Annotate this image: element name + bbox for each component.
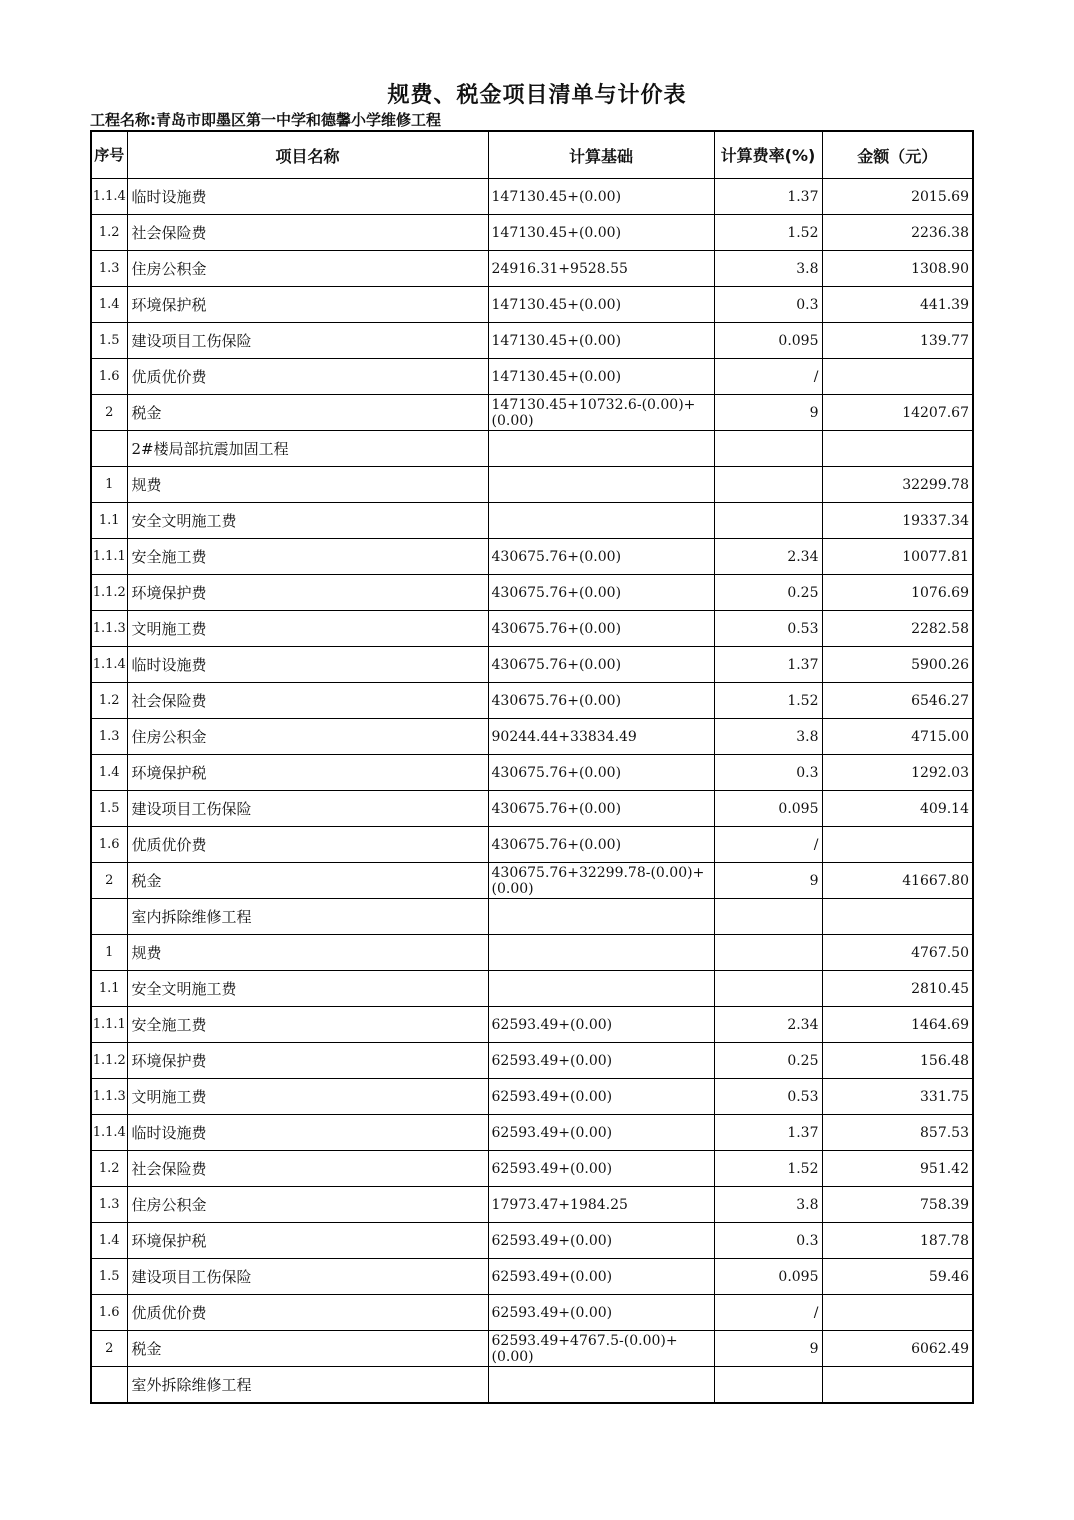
table-row bbox=[91, 287, 973, 323]
header-seq: 序号 bbox=[91, 131, 127, 179]
row-item-name: 社会保险费 bbox=[127, 215, 488, 251]
row-rate: 0.095 bbox=[714, 791, 822, 827]
row-seq: 1.1.4 bbox=[91, 179, 127, 215]
row-amount bbox=[822, 1367, 973, 1404]
row-rate: 9 bbox=[714, 395, 822, 431]
row-item-name: 临时设施费 bbox=[127, 1115, 488, 1151]
row-item-name: 社会保险费 bbox=[127, 1151, 488, 1187]
row-seq: 2 bbox=[91, 1331, 127, 1367]
row-item-name: 环境保护费 bbox=[127, 1043, 488, 1079]
row-rate: 0.53 bbox=[714, 611, 822, 647]
row-amount: 139.77 bbox=[822, 323, 973, 359]
row-seq: 1.6 bbox=[91, 827, 127, 863]
row-seq: 1.1.3 bbox=[91, 1079, 127, 1115]
row-rate: 3.8 bbox=[714, 719, 822, 755]
row-seq: 1.3 bbox=[91, 1187, 127, 1223]
row-seq: 1.1.2 bbox=[91, 575, 127, 611]
row-item-name: 税金 bbox=[127, 863, 488, 899]
row-seq: 1.1.1 bbox=[91, 1007, 127, 1043]
row-amount: 758.39 bbox=[822, 1187, 973, 1223]
row-amount: 32299.78 bbox=[822, 467, 973, 503]
row-seq: 1.1.2 bbox=[91, 1043, 127, 1079]
row-calc-base: 430675.76+(0.00) bbox=[488, 575, 714, 611]
table-row bbox=[91, 899, 973, 935]
row-item-name: 税金 bbox=[127, 1331, 488, 1367]
row-calc-base: 62593.49+(0.00) bbox=[488, 1259, 714, 1295]
row-calc-base: 430675.76+(0.00) bbox=[488, 683, 714, 719]
table-row bbox=[91, 1331, 973, 1367]
row-calc-base: 147130.45+(0.00) bbox=[488, 215, 714, 251]
row-seq: 1.3 bbox=[91, 719, 127, 755]
row-seq: 1.5 bbox=[91, 1259, 127, 1295]
row-rate: 0.095 bbox=[714, 1259, 822, 1295]
table-row bbox=[91, 683, 973, 719]
row-calc-base bbox=[488, 1367, 714, 1404]
row-item-name: 安全施工费 bbox=[127, 1007, 488, 1043]
row-calc-base: 430675.76+(0.00) bbox=[488, 827, 714, 863]
row-item-name: 安全文明施工费 bbox=[127, 503, 488, 539]
row-seq: 1.5 bbox=[91, 791, 127, 827]
row-item-name: 文明施工费 bbox=[127, 611, 488, 647]
table-row bbox=[91, 575, 973, 611]
row-amount bbox=[822, 359, 973, 395]
row-item-name: 建设项目工伤保险 bbox=[127, 1259, 488, 1295]
table-row bbox=[91, 1079, 973, 1115]
table-row bbox=[91, 1187, 973, 1223]
row-calc-base bbox=[488, 431, 714, 467]
row-item-name: 住房公积金 bbox=[127, 1187, 488, 1223]
row-calc-base bbox=[488, 935, 714, 971]
row-item-name: 规费 bbox=[127, 935, 488, 971]
row-amount: 1292.03 bbox=[822, 755, 973, 791]
project-name: 工程名称:青岛市即墨区第一中学和德馨小学维修工程 bbox=[90, 111, 442, 129]
row-rate: 3.8 bbox=[714, 251, 822, 287]
table-row bbox=[91, 1295, 973, 1331]
table-row bbox=[91, 827, 973, 863]
table-row bbox=[91, 791, 973, 827]
row-item-name: 室外拆除维修工程 bbox=[127, 1367, 488, 1404]
header-rate: 计算费率(%) bbox=[714, 131, 822, 179]
row-item-name: 临时设施费 bbox=[127, 647, 488, 683]
row-seq: 1.1.1 bbox=[91, 539, 127, 575]
table-row bbox=[91, 647, 973, 683]
row-seq: 1.1.4 bbox=[91, 1115, 127, 1151]
row-amount: 14207.67 bbox=[822, 395, 973, 431]
row-rate: 0.3 bbox=[714, 287, 822, 323]
row-calc-base: 430675.76+(0.00) bbox=[488, 539, 714, 575]
table-row bbox=[91, 251, 973, 287]
row-calc-base: 62593.49+(0.00) bbox=[488, 1151, 714, 1187]
row-seq: 1.3 bbox=[91, 251, 127, 287]
row-rate: 1.37 bbox=[714, 179, 822, 215]
row-rate: 2.34 bbox=[714, 1007, 822, 1043]
row-rate: 2.34 bbox=[714, 539, 822, 575]
row-rate: 1.52 bbox=[714, 215, 822, 251]
row-amount: 2015.69 bbox=[822, 179, 973, 215]
table-row bbox=[91, 1151, 973, 1187]
row-seq: 1.4 bbox=[91, 1223, 127, 1259]
row-amount: 6546.27 bbox=[822, 683, 973, 719]
row-amount: 6062.49 bbox=[822, 1331, 973, 1367]
row-rate bbox=[714, 971, 822, 1007]
row-amount: 59.46 bbox=[822, 1259, 973, 1295]
table-row bbox=[91, 755, 973, 791]
row-item-name: 住房公积金 bbox=[127, 719, 488, 755]
row-rate: 0.53 bbox=[714, 1079, 822, 1115]
row-seq: 2 bbox=[91, 863, 127, 899]
row-rate: 9 bbox=[714, 863, 822, 899]
table-row bbox=[91, 431, 973, 467]
row-rate: 9 bbox=[714, 1331, 822, 1367]
row-amount: 4767.50 bbox=[822, 935, 973, 971]
row-seq: 1.6 bbox=[91, 359, 127, 395]
fee-tax-table bbox=[90, 130, 974, 1404]
table-row bbox=[91, 323, 973, 359]
row-calc-base: 90244.44+33834.49 bbox=[488, 719, 714, 755]
row-amount bbox=[822, 899, 973, 935]
row-item-name: 环境保护税 bbox=[127, 1223, 488, 1259]
row-rate: / bbox=[714, 827, 822, 863]
row-amount: 1464.69 bbox=[822, 1007, 973, 1043]
row-rate: 0.095 bbox=[714, 323, 822, 359]
row-seq: 1.6 bbox=[91, 1295, 127, 1331]
row-seq: 1 bbox=[91, 467, 127, 503]
row-item-name: 优质优价费 bbox=[127, 827, 488, 863]
row-calc-base: 430675.76+(0.00) bbox=[488, 755, 714, 791]
row-item-name: 建设项目工伤保险 bbox=[127, 791, 488, 827]
row-calc-base: 147130.45+(0.00) bbox=[488, 323, 714, 359]
row-item-name: 2#楼局部抗震加固工程 bbox=[127, 431, 488, 467]
row-item-name: 安全文明施工费 bbox=[127, 971, 488, 1007]
row-rate: 0.3 bbox=[714, 1223, 822, 1259]
row-calc-base: 430675.76+32299.78-(0.00)+(0.00) bbox=[488, 863, 714, 899]
row-calc-base bbox=[488, 899, 714, 935]
row-calc-base bbox=[488, 467, 714, 503]
row-seq bbox=[91, 899, 127, 935]
row-calc-base: 147130.45+(0.00) bbox=[488, 359, 714, 395]
row-rate bbox=[714, 503, 822, 539]
row-calc-base bbox=[488, 971, 714, 1007]
table-row bbox=[91, 719, 973, 755]
row-item-name: 环境保护税 bbox=[127, 755, 488, 791]
row-seq: 1.2 bbox=[91, 1151, 127, 1187]
row-rate: 1.37 bbox=[714, 1115, 822, 1151]
row-seq: 1 bbox=[91, 935, 127, 971]
row-rate bbox=[714, 431, 822, 467]
row-calc-base: 147130.45+(0.00) bbox=[488, 179, 714, 215]
row-calc-base: 62593.49+(0.00) bbox=[488, 1007, 714, 1043]
table-header-row bbox=[91, 131, 973, 179]
row-amount: 41667.80 bbox=[822, 863, 973, 899]
row-amount: 2282.58 bbox=[822, 611, 973, 647]
row-amount: 19337.34 bbox=[822, 503, 973, 539]
row-seq: 1.4 bbox=[91, 287, 127, 323]
row-seq: 1.1.4 bbox=[91, 647, 127, 683]
row-amount: 4715.00 bbox=[822, 719, 973, 755]
table-row bbox=[91, 215, 973, 251]
row-item-name: 社会保险费 bbox=[127, 683, 488, 719]
row-item-name: 环境保护税 bbox=[127, 287, 488, 323]
row-seq bbox=[91, 1367, 127, 1404]
row-amount: 951.42 bbox=[822, 1151, 973, 1187]
row-calc-base: 62593.49+(0.00) bbox=[488, 1043, 714, 1079]
row-amount bbox=[822, 431, 973, 467]
row-rate: 0.25 bbox=[714, 575, 822, 611]
row-item-name: 安全施工费 bbox=[127, 539, 488, 575]
row-seq: 1.1 bbox=[91, 503, 127, 539]
row-rate: 1.52 bbox=[714, 683, 822, 719]
table-row bbox=[91, 1115, 973, 1151]
row-item-name: 优质优价费 bbox=[127, 359, 488, 395]
row-calc-base: 62593.49+(0.00) bbox=[488, 1079, 714, 1115]
row-amount: 156.48 bbox=[822, 1043, 973, 1079]
page-title: 规费、税金项目清单与计价表 bbox=[387, 83, 687, 108]
header-amount: 金额（元） bbox=[822, 131, 973, 179]
row-item-name: 住房公积金 bbox=[127, 251, 488, 287]
header-name: 项目名称 bbox=[127, 131, 488, 179]
row-rate: / bbox=[714, 1295, 822, 1331]
table-row bbox=[91, 1007, 973, 1043]
row-calc-base: 430675.76+(0.00) bbox=[488, 611, 714, 647]
row-amount bbox=[822, 1295, 973, 1331]
row-calc-base: 147130.45+(0.00) bbox=[488, 287, 714, 323]
row-rate bbox=[714, 1367, 822, 1404]
row-seq: 1.1 bbox=[91, 971, 127, 1007]
row-item-name: 室内拆除维修工程 bbox=[127, 899, 488, 935]
row-rate: 0.3 bbox=[714, 755, 822, 791]
table-row bbox=[91, 1043, 973, 1079]
row-calc-base: 62593.49+4767.5-(0.00)+(0.00) bbox=[488, 1331, 714, 1367]
row-calc-base: 62593.49+(0.00) bbox=[488, 1295, 714, 1331]
row-amount: 409.14 bbox=[822, 791, 973, 827]
row-amount: 5900.26 bbox=[822, 647, 973, 683]
row-seq: 1.1.3 bbox=[91, 611, 127, 647]
row-calc-base: 62593.49+(0.00) bbox=[488, 1115, 714, 1151]
row-amount: 441.39 bbox=[822, 287, 973, 323]
table-row bbox=[91, 863, 973, 899]
row-rate: / bbox=[714, 359, 822, 395]
row-rate: 1.52 bbox=[714, 1151, 822, 1187]
row-amount: 331.75 bbox=[822, 1079, 973, 1115]
row-rate: 1.37 bbox=[714, 647, 822, 683]
row-amount: 2810.45 bbox=[822, 971, 973, 1007]
row-item-name: 环境保护费 bbox=[127, 575, 488, 611]
row-item-name: 优质优价费 bbox=[127, 1295, 488, 1331]
table-row bbox=[91, 1367, 973, 1404]
row-calc-base: 147130.45+10732.6-(0.00)+(0.00) bbox=[488, 395, 714, 431]
table-row bbox=[91, 179, 973, 215]
row-calc-base: 430675.76+(0.00) bbox=[488, 791, 714, 827]
table-row bbox=[91, 1223, 973, 1259]
row-amount: 1076.69 bbox=[822, 575, 973, 611]
row-amount: 1308.90 bbox=[822, 251, 973, 287]
table-row bbox=[91, 503, 973, 539]
row-item-name: 税金 bbox=[127, 395, 488, 431]
table-row bbox=[91, 359, 973, 395]
row-calc-base: 24916.31+9528.55 bbox=[488, 251, 714, 287]
row-seq: 1.2 bbox=[91, 683, 127, 719]
table-row bbox=[91, 611, 973, 647]
row-calc-base: 430675.76+(0.00) bbox=[488, 647, 714, 683]
row-rate: 0.25 bbox=[714, 1043, 822, 1079]
table-row bbox=[91, 1259, 973, 1295]
row-calc-base: 62593.49+(0.00) bbox=[488, 1223, 714, 1259]
row-rate bbox=[714, 899, 822, 935]
row-amount: 857.53 bbox=[822, 1115, 973, 1151]
row-amount: 10077.81 bbox=[822, 539, 973, 575]
table-row bbox=[91, 539, 973, 575]
row-item-name: 建设项目工伤保险 bbox=[127, 323, 488, 359]
table-row bbox=[91, 935, 973, 971]
table-row bbox=[91, 971, 973, 1007]
row-seq: 1.5 bbox=[91, 323, 127, 359]
header-base: 计算基础 bbox=[488, 131, 714, 179]
row-calc-base bbox=[488, 503, 714, 539]
row-seq: 1.2 bbox=[91, 215, 127, 251]
row-item-name: 临时设施费 bbox=[127, 179, 488, 215]
row-calc-base: 17973.47+1984.25 bbox=[488, 1187, 714, 1223]
table-row bbox=[91, 467, 973, 503]
row-rate bbox=[714, 935, 822, 971]
row-rate bbox=[714, 467, 822, 503]
row-amount: 187.78 bbox=[822, 1223, 973, 1259]
row-seq: 1.4 bbox=[91, 755, 127, 791]
row-amount: 2236.38 bbox=[822, 215, 973, 251]
row-item-name: 文明施工费 bbox=[127, 1079, 488, 1115]
row-seq: 2 bbox=[91, 395, 127, 431]
row-item-name: 规费 bbox=[127, 467, 488, 503]
row-amount bbox=[822, 827, 973, 863]
table-row bbox=[91, 395, 973, 431]
row-rate: 3.8 bbox=[714, 1187, 822, 1223]
row-seq bbox=[91, 431, 127, 467]
